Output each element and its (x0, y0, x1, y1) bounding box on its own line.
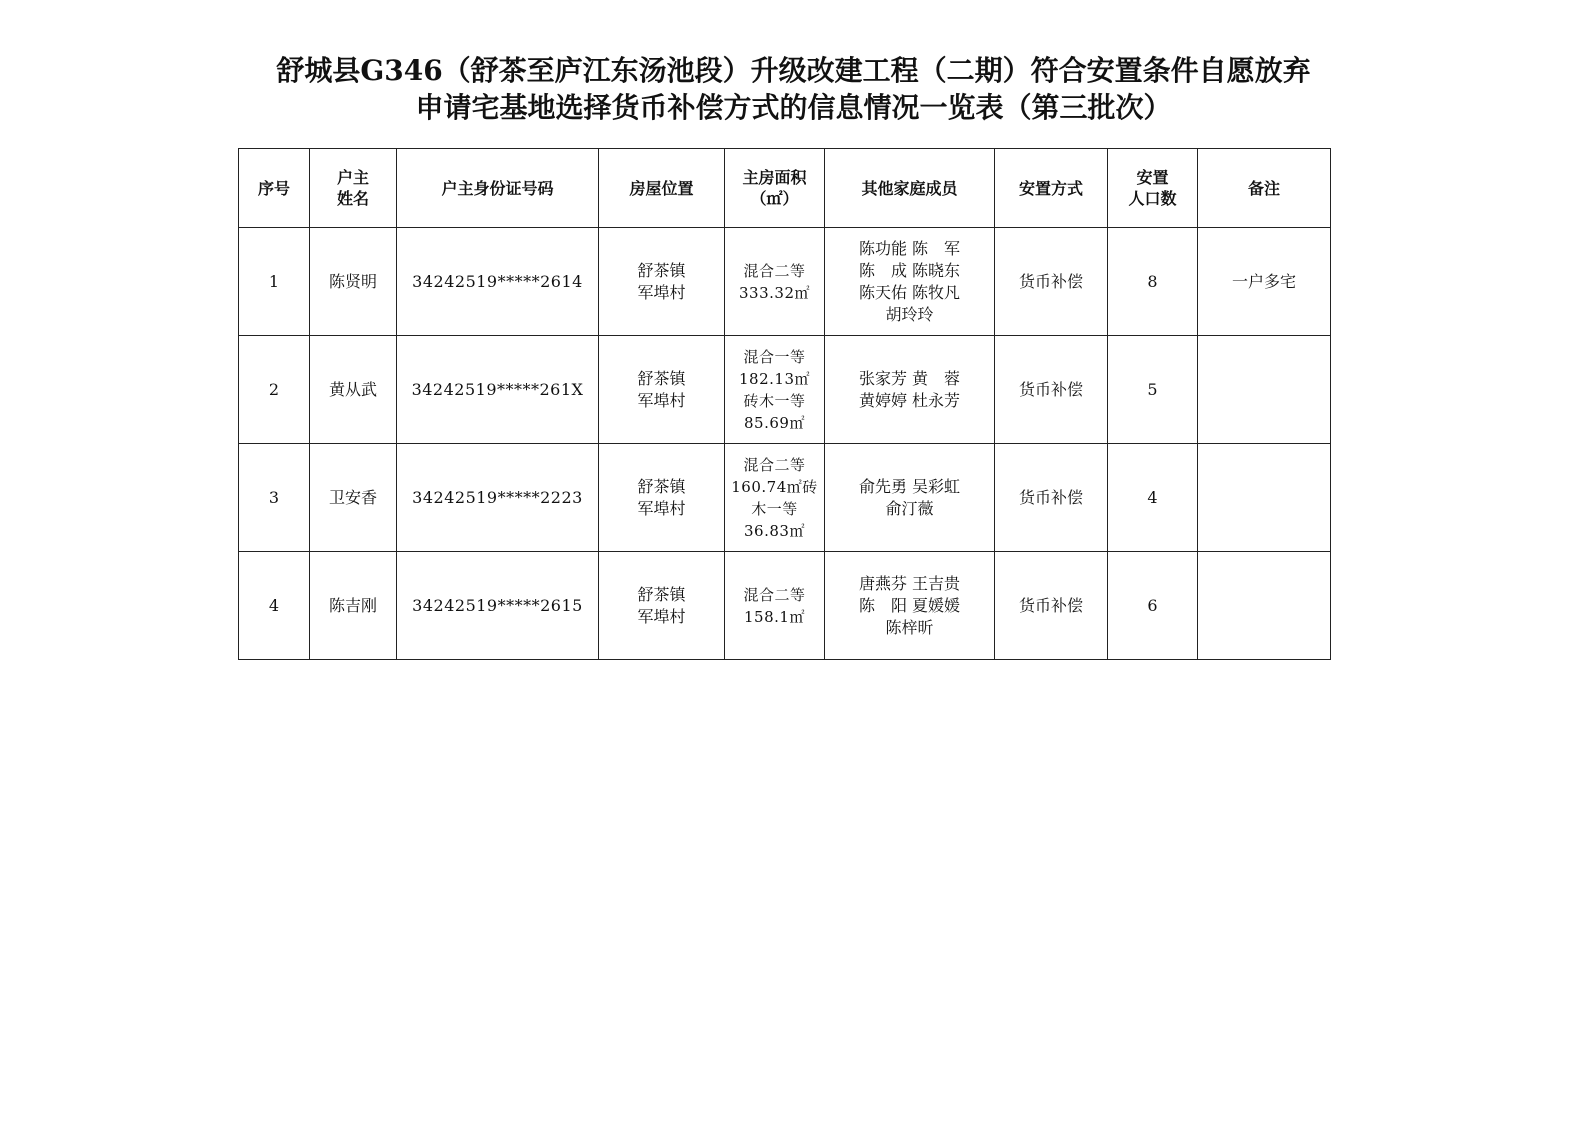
cell-area: 混合一等 182.13㎡ 砖木一等 85.69㎡ (725, 336, 825, 444)
header-id-number: 户主身份证号码 (397, 149, 599, 228)
cell-family: 唐燕芬 王吉贵 陈 阳 夏媛媛 陈梓昕 (825, 552, 995, 660)
cell-method: 货币补偿 (995, 444, 1108, 552)
title-line-2: 申请宅基地选择货币补偿方式的信息情况一览表（第三批次） (415, 91, 1172, 124)
cell-seq: 4 (239, 552, 310, 660)
document-title (0, 52, 1587, 126)
cell-id-number: 34242519*****2614 (397, 228, 599, 336)
title-line-1: 舒城县G346（舒茶至庐江东汤池段）升级改建工程（二期）符合安置条件自愿放弃 (276, 54, 1311, 87)
info-table (238, 148, 1331, 660)
table-row (239, 552, 1331, 660)
cell-area: 混合二等 333.32㎡ (725, 228, 825, 336)
cell-location: 舒茶镇 军埠村 (599, 552, 725, 660)
cell-remark: 一户多宅 (1198, 228, 1331, 336)
cell-method: 货币补偿 (995, 228, 1108, 336)
header-remark: 备注 (1198, 149, 1331, 228)
cell-id-number: 34242519*****261X (397, 336, 599, 444)
cell-population: 5 (1108, 336, 1198, 444)
cell-population: 8 (1108, 228, 1198, 336)
cell-owner-name: 卫安香 (310, 444, 397, 552)
table-row (239, 444, 1331, 552)
header-seq: 序号 (239, 149, 310, 228)
table-row (239, 228, 1331, 336)
cell-family: 俞先勇 吴彩虹 俞汀薇 (825, 444, 995, 552)
cell-method: 货币补偿 (995, 552, 1108, 660)
header-area: 主房面积 （㎡） (725, 149, 825, 228)
cell-location: 舒茶镇 军埠村 (599, 444, 725, 552)
cell-method: 货币补偿 (995, 336, 1108, 444)
cell-remark (1198, 444, 1331, 552)
cell-owner-name: 陈贤明 (310, 228, 397, 336)
table-row (239, 336, 1331, 444)
cell-id-number: 34242519*****2615 (397, 552, 599, 660)
cell-population: 4 (1108, 444, 1198, 552)
cell-id-number: 34242519*****2223 (397, 444, 599, 552)
cell-location: 舒茶镇 军埠村 (599, 336, 725, 444)
cell-owner-name: 黄从武 (310, 336, 397, 444)
cell-population: 6 (1108, 552, 1198, 660)
header-method: 安置方式 (995, 149, 1108, 228)
cell-seq: 2 (239, 336, 310, 444)
header-population: 安置 人口数 (1108, 149, 1198, 228)
cell-seq: 3 (239, 444, 310, 552)
header-family: 其他家庭成员 (825, 149, 995, 228)
cell-remark (1198, 336, 1331, 444)
cell-family: 陈功能 陈 军 陈 成 陈晓东 陈天佑 陈牧凡 胡玲玲 (825, 228, 995, 336)
header-location: 房屋位置 (599, 149, 725, 228)
cell-area: 混合二等 160.74㎡砖 木一等 36.83㎡ (725, 444, 825, 552)
header-owner-name: 户主 姓名 (310, 149, 397, 228)
cell-area: 混合二等 158.1㎡ (725, 552, 825, 660)
cell-family: 张家芳 黄 蓉 黄婷婷 杜永芳 (825, 336, 995, 444)
cell-location: 舒茶镇 军埠村 (599, 228, 725, 336)
cell-owner-name: 陈吉刚 (310, 552, 397, 660)
cell-seq: 1 (239, 228, 310, 336)
cell-remark (1198, 552, 1331, 660)
header-row (239, 149, 1331, 228)
